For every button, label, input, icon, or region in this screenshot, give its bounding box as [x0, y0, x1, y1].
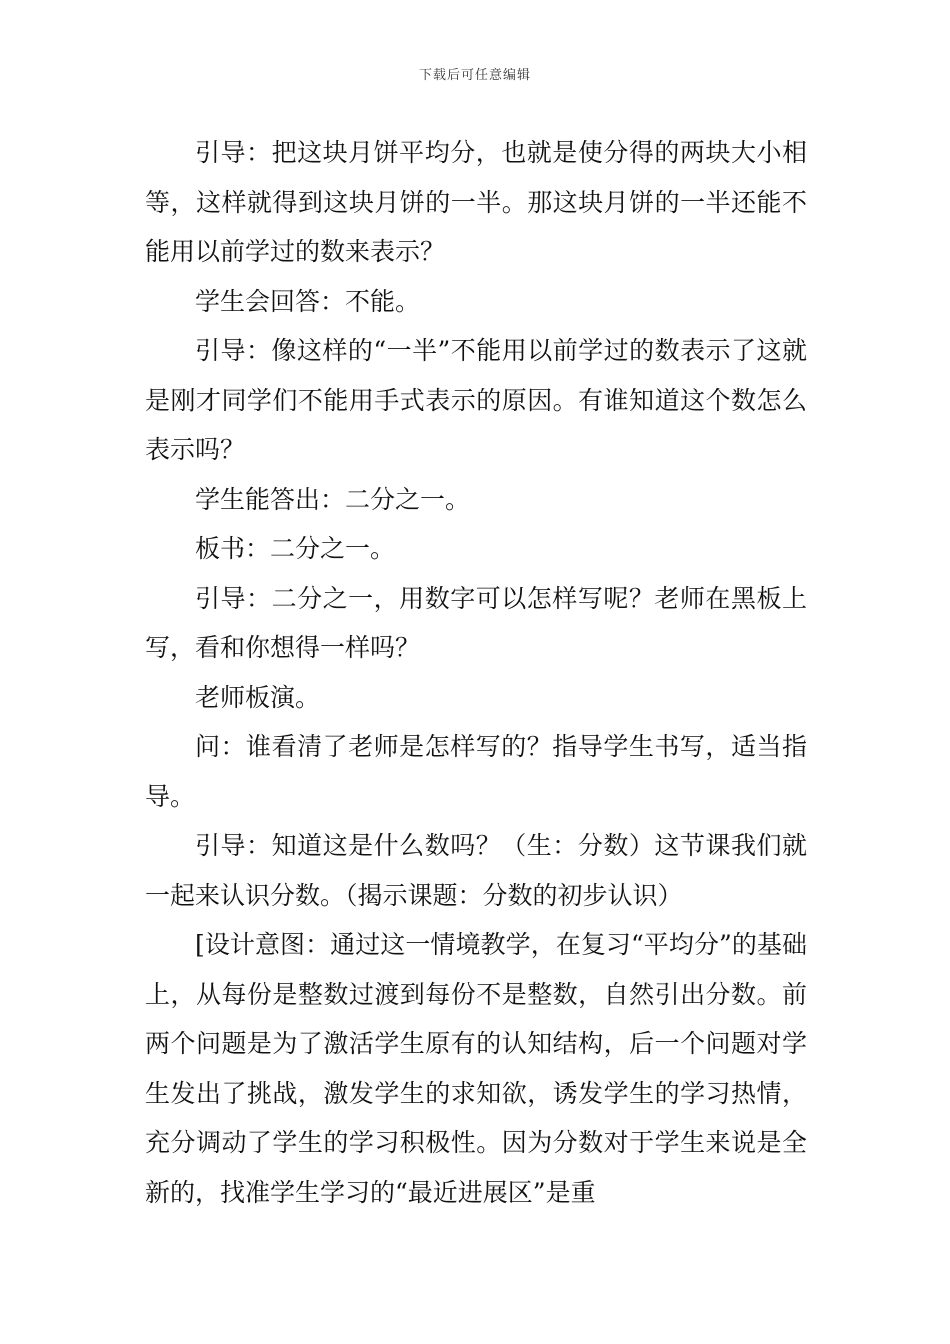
paragraph: 老师板演。: [195, 682, 321, 712]
document-body: [145, 128, 807, 1217]
paragraph: 引导：把这块月饼平均分，也就是使分得的两块大小相等，这样就得到这块月饼的一半。那这块月饼的一半还能不能用以前学过的数来表示？: [145, 138, 807, 266]
paragraph: 引导：知道这是什么数吗？（生：分数）这节课我们就一起来认识分数。（揭示课题：分数的初步认识）: [145, 831, 807, 910]
paragraph: 学生能答出：二分之一。: [195, 484, 471, 514]
paragraph: 学生会回答：不能。: [195, 286, 421, 316]
paragraph: 板书：二分之一。: [195, 534, 396, 563]
paragraph: [设计意图：通过这一情境教学，在复习“平均分”的基础上，从每份是整数过渡到每份不是整数，自然引出分数。前两个问题是为了激活学生原有的认知结构，后一个问题对学生发出了挑战，激发学生的求知欲，诱发学生的学习热情，充分调动了学生的学习积极性。因为分数对于学生来说是全新的，找准学生学习的“最近进展区”是重: [145, 930, 807, 1207]
paragraph: 问：谁看清了老师是怎样写的？指导学生书写，适当指导。: [145, 732, 807, 811]
page-header: 下载后可任意编辑: [418, 68, 531, 83]
paragraph: 引导：像这样的“一半”不能用以前学过的数表示了这就是刚才同学们不能用手式表示的原因。有谁知道这个数怎么表示吗？: [145, 336, 807, 464]
paragraph: 引导：二分之一，用数字可以怎样写呢？老师在黑板上写，看和你想得一样吗？: [145, 583, 807, 662]
